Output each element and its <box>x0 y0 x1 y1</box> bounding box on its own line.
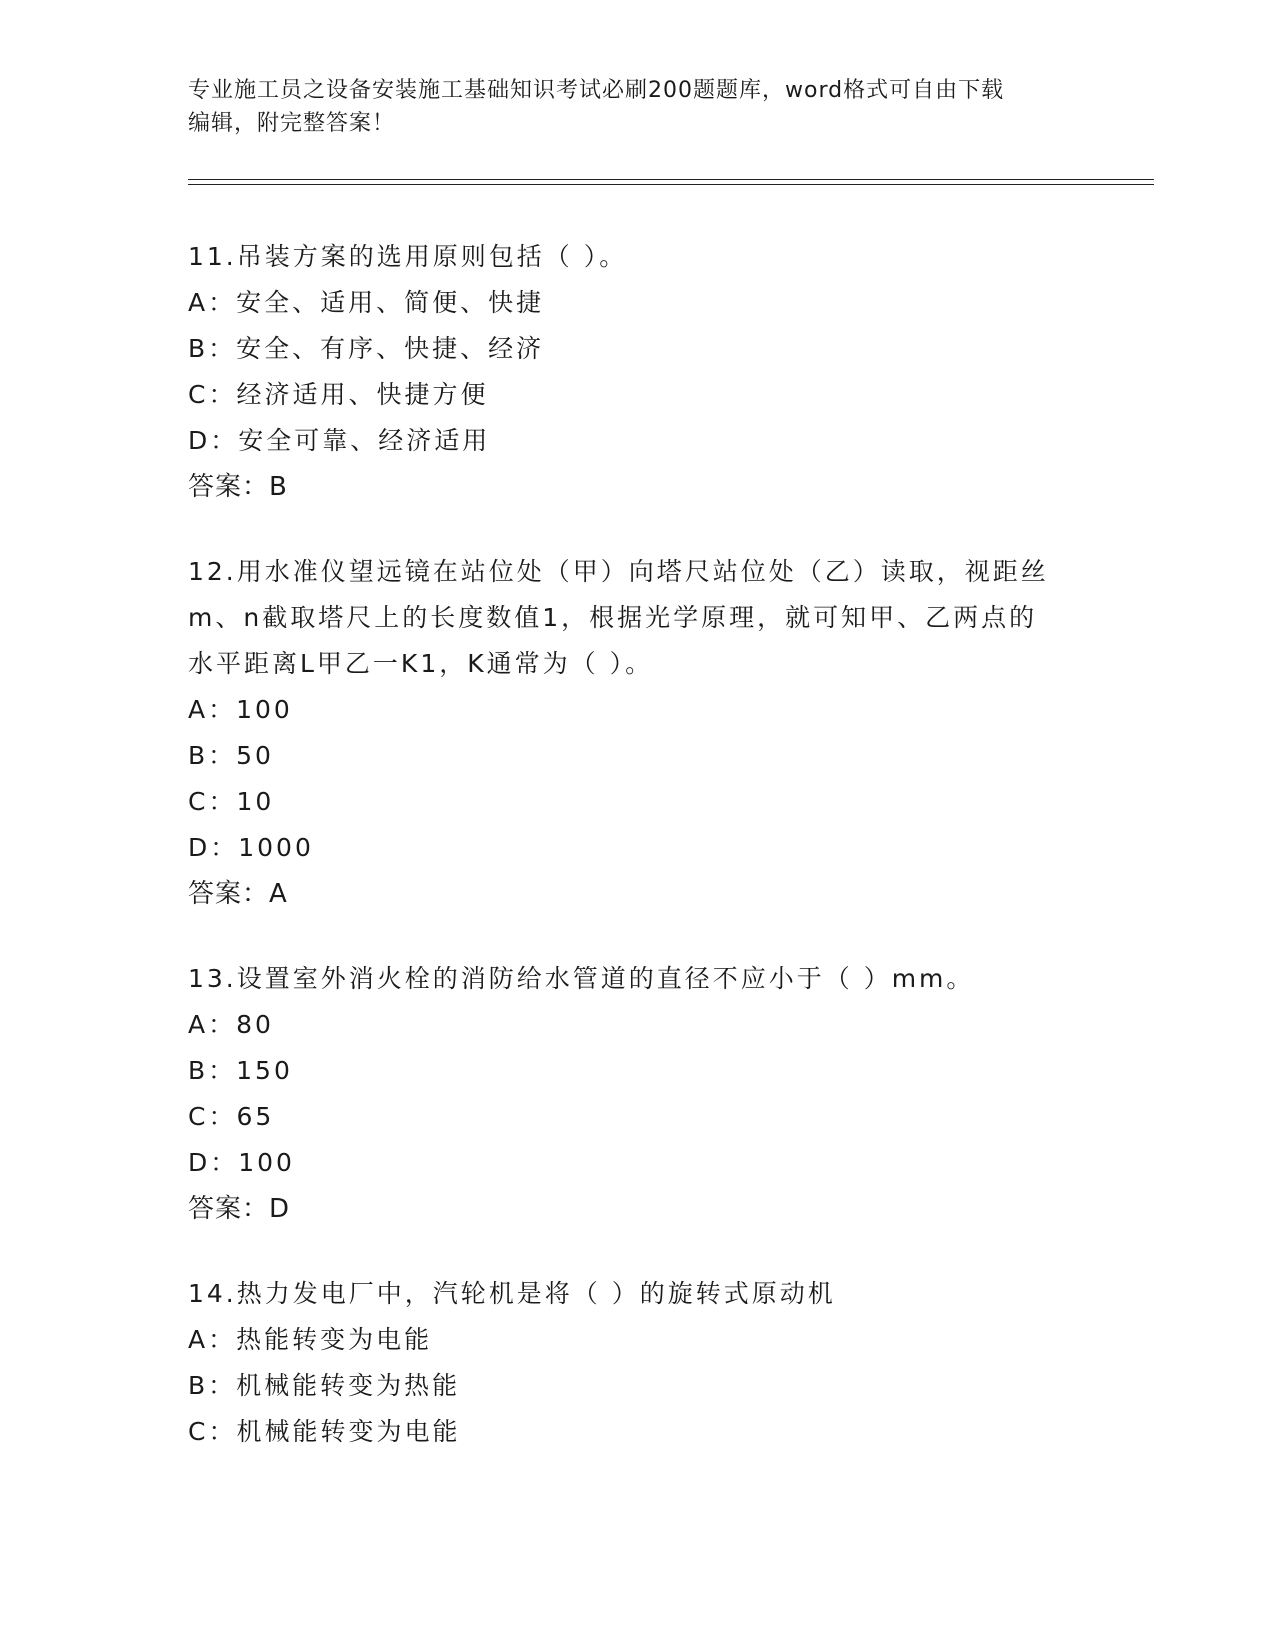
option-a: A：热能转变为电能 <box>188 1325 433 1354</box>
option-c: C：65 <box>188 1102 275 1131</box>
header-rule-bottom <box>188 184 1154 185</box>
option-c: C：10 <box>188 787 275 816</box>
question-stem: 12.用水准仪望远镜在站位处（甲）向塔尺站位处（乙）读取，视距丝 <box>188 557 1049 586</box>
question-11 <box>188 234 1088 510</box>
header-rule-top <box>188 179 1154 180</box>
document-header <box>188 74 1068 140</box>
header-line-1: 专业施工员之设备安装施工基础知识考试必刷200题题库，word格式可自由下载 <box>188 78 1005 103</box>
answer-line: 答案：D <box>188 1194 291 1224</box>
option-b: B：150 <box>188 1056 293 1085</box>
answer-line: 答案：A <box>188 879 288 909</box>
question-stem: 11.吊装方案的选用原则包括（ ）。 <box>188 242 628 271</box>
question-stem-continued: m、n截取塔尺上的长度数值1，根据光学原理，就可知甲、乙两点的 <box>188 603 1038 632</box>
option-b: B：安全、有序、快捷、经济 <box>188 334 545 363</box>
header-line-2: 编辑，附完整答案！ <box>188 111 396 136</box>
option-a: A：安全、适用、简便、快捷 <box>188 288 545 317</box>
question-13 <box>188 956 1088 1232</box>
option-a: A：100 <box>188 695 293 724</box>
option-b: B：50 <box>188 741 274 770</box>
question-stem: 13.设置室外消火栓的消防给水管道的直径不应小于（ ）mm。 <box>188 964 975 993</box>
question-stem-continued: 水平距离L甲乙一K1，K通常为（ ）。 <box>188 649 654 678</box>
option-c: C：机械能转变为电能 <box>188 1417 461 1446</box>
question-12 <box>188 549 1088 917</box>
option-d: D：1000 <box>188 833 314 862</box>
question-14 <box>188 1271 1088 1455</box>
option-c: C：经济适用、快捷方便 <box>188 380 489 409</box>
question-list <box>188 234 1088 1494</box>
option-d: D：100 <box>188 1148 295 1177</box>
option-d: D：安全可靠、经济适用 <box>188 426 491 455</box>
option-b: B：机械能转变为热能 <box>188 1371 461 1400</box>
question-stem: 14.热力发电厂中，汽轮机是将（ ）的旋转式原动机 <box>188 1279 836 1308</box>
option-a: A：80 <box>188 1010 274 1039</box>
answer-line: 答案：B <box>188 472 288 502</box>
